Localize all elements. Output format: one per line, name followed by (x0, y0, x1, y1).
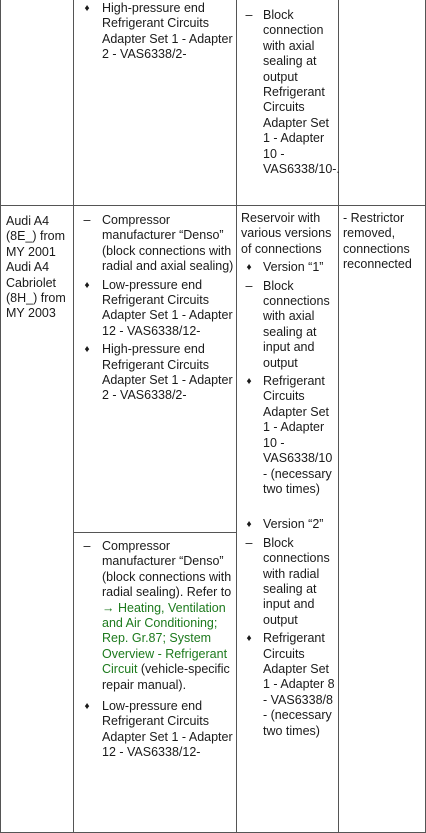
list-item (74, 1, 236, 63)
adapter-cell (74, 206, 237, 533)
diamond-marker: ♦ (84, 344, 90, 356)
list-item (74, 699, 236, 761)
item-text: Version “1” (263, 260, 324, 275)
reservoir-heading: Reservoir with various versions of connections (241, 211, 332, 256)
repair-manual-link[interactable]: → Heating, Ventilation and Air Conditioning; Rep. Gr.87; System Overview - Refrigerant Circuit (102, 600, 228, 677)
dash-marker: – (83, 213, 91, 227)
reservoir-list (241, 8, 340, 177)
list-item (74, 213, 236, 275)
reservoir-cell (237, 0, 339, 206)
diamond-marker: ♦ (246, 633, 252, 645)
model-text: Audi A4 (8E_) from MY 2001 Audi A4 Cabriolet (8H_) from MY 2003 (6, 214, 66, 321)
list-item (74, 342, 236, 404)
dash-marker: – (245, 535, 253, 550)
item-text: Low-pressure end Refrigerant Circuits Adapter Set 1 - Adapter 12 - VAS6338/12- (102, 277, 233, 338)
reservoir-list (241, 517, 336, 739)
diamond-marker: ♦ (246, 376, 252, 388)
diamond-marker: ♦ (84, 701, 90, 713)
list-item (241, 536, 336, 628)
item-text: Compressor manufacturer “Denso” (block connections with radial sealing). Refer to (102, 539, 232, 600)
note-cell (339, 206, 426, 833)
item-text: Block connection with axial sealing at output Refrigerant Circuits Adapter Set 1 - Adapter 10 - VAS6338/10-. (263, 8, 340, 177)
list-item (241, 279, 336, 371)
list-item (241, 260, 336, 275)
item-text: Low-pressure end Refrigerant Circuits Adapter Set 1 - Adapter 12 - VAS6338/12- (102, 699, 233, 760)
dash-marker: – (245, 278, 253, 293)
item-text: Version “2” (263, 517, 324, 532)
list-item (241, 517, 336, 532)
reservoir-list (241, 260, 336, 497)
list-item (74, 278, 236, 340)
model-cell (1, 0, 74, 206)
reservoir-cell (237, 206, 339, 833)
adapter-list (74, 539, 236, 693)
item-text: Compressor manufacturer “Denso” (block connections with radial and axial sealing) (102, 213, 234, 274)
adapter-list (74, 1, 236, 63)
adapter-cell (74, 533, 237, 833)
diamond-marker: ♦ (84, 279, 90, 291)
list-item (241, 374, 336, 497)
item-text: Refrigerant Circuits Adapter Set 1 - Adapter 8 - VAS6338/8 - (necessary two times) (263, 631, 335, 738)
adapter-cell (74, 0, 237, 206)
item-text: (vehicle-specific repair manual). (102, 662, 230, 692)
note-text: - Restrictor removed, connections reconnected (343, 211, 412, 272)
adapter-list (74, 213, 236, 404)
item-text: Block connections with axial sealing at input and output (263, 278, 330, 370)
adapter-list (74, 699, 236, 761)
dash-marker: – (83, 539, 91, 553)
diamond-marker: ♦ (84, 3, 90, 14)
list-item (241, 631, 336, 739)
diamond-marker: ♦ (246, 519, 252, 531)
list-item (241, 8, 340, 177)
item-text: High-pressure end Refrigerant Circuits Adapter Set 1 - Adapter 2 - VAS6338/2- (102, 342, 233, 403)
item-text: Refrigerant Circuits Adapter Set 1 - Adapter 10 - VAS6338/10 - (necessary two times) (263, 374, 333, 496)
note-cell (339, 0, 426, 206)
diamond-marker: ♦ (246, 262, 252, 274)
model-cell (1, 206, 74, 833)
item-text: Block connections with radial sealing at input and output (263, 535, 330, 627)
table-row (1, 0, 426, 206)
list-item (74, 539, 236, 693)
table-row (1, 206, 426, 533)
item-text: High-pressure end Refrigerant Circuits Adapter Set 1 - Adapter 2 - VAS6338/2- (102, 1, 233, 62)
dash-marker: – (245, 8, 253, 22)
